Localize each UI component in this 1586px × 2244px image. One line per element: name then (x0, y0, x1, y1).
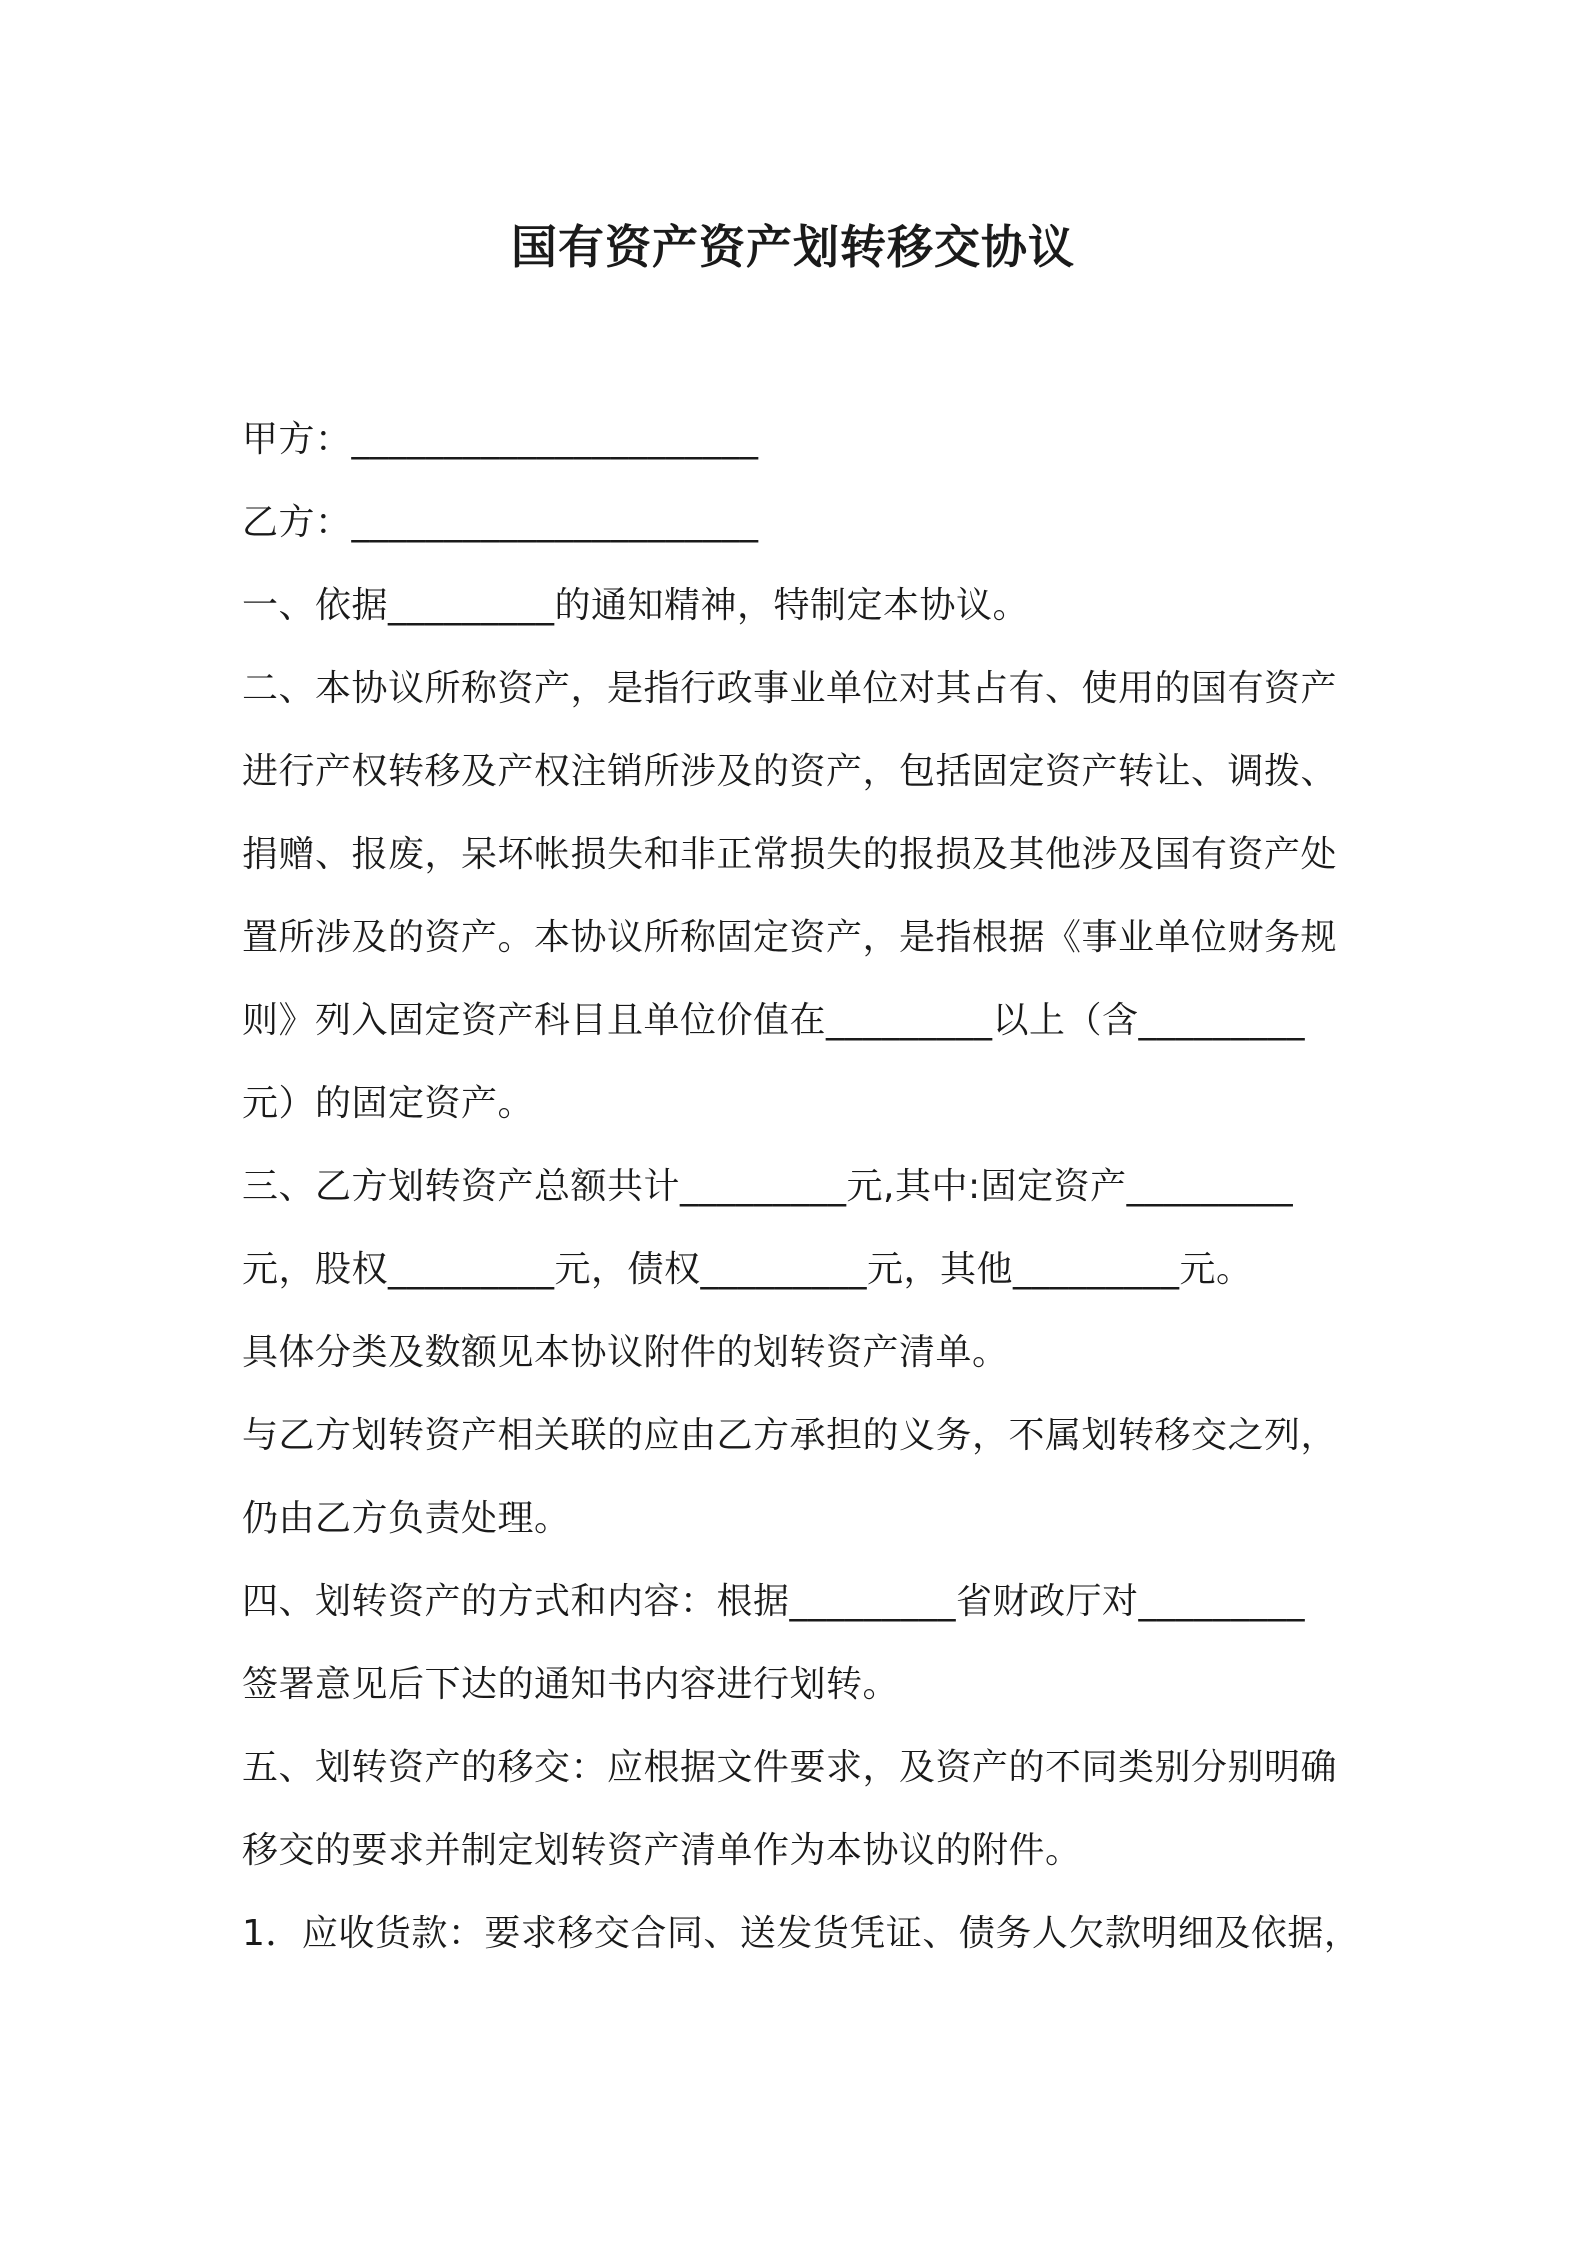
clause-3-line: 三、乙方划转资产总额共计_________元,其中:固定资产_________ (242, 1166, 1294, 1207)
clause-3-line: 仍由乙方负责处理。 (242, 1498, 571, 1539)
clause-2-line: 则》列入固定资产科目且单位价值在_________以上（含_________ (242, 1000, 1306, 1041)
clause-5-line: 五、划转资产的移交：应根据文件要求，及资产的不同类别分别明确 (242, 1747, 1338, 1788)
party-a-line: 甲方：______________________ (242, 419, 759, 460)
clause-4-line: 四、划转资产的方式和内容：根据_________省财政厅对_________ (242, 1581, 1306, 1622)
document-title: 国有资产资产划转移交协议 (511, 220, 1075, 274)
clause-2-line: 进行产权转移及产权注销所涉及的资产，包括固定资产转让、调拨、 (242, 751, 1338, 792)
clause-2-line: 二、本协议所称资产，是指行政事业单位对其占有、使用的国有资产 (242, 668, 1338, 709)
clause-4-line: 签署意见后下达的通知书内容进行划转。 (242, 1664, 900, 1705)
item-1-line: 1．应收货款：要求移交合同、送发货凭证、债务人欠款明细及依据， (242, 1913, 1361, 1954)
clause-3-line: 与乙方划转资产相关联的应由乙方承担的义务，不属划转移交之列， (242, 1415, 1338, 1456)
clause-3-line: 具体分类及数额见本协议附件的划转资产清单。 (242, 1332, 1009, 1373)
document-body (242, 398, 1362, 1975)
clause-2-line: 元）的固定资产。 (242, 1083, 535, 1124)
clause-5-line: 移交的要求并制定划转资产清单作为本协议的附件。 (242, 1830, 1082, 1871)
clause-1-line: 一、依据_________的通知精神，特制定本协议。 (242, 585, 1030, 626)
party-b-line: 乙方：______________________ (242, 502, 759, 543)
clause-3-line: 元，股权_________元，债权_________元，其他_________元。 (242, 1249, 1253, 1290)
clause-2-line: 捐赠、报废，呆坏帐损失和非正常损失的报损及其他涉及国有资产处 (242, 834, 1338, 875)
clause-2-line: 置所涉及的资产。本协议所称固定资产，是指根据《事业单位财务规 (242, 917, 1338, 958)
